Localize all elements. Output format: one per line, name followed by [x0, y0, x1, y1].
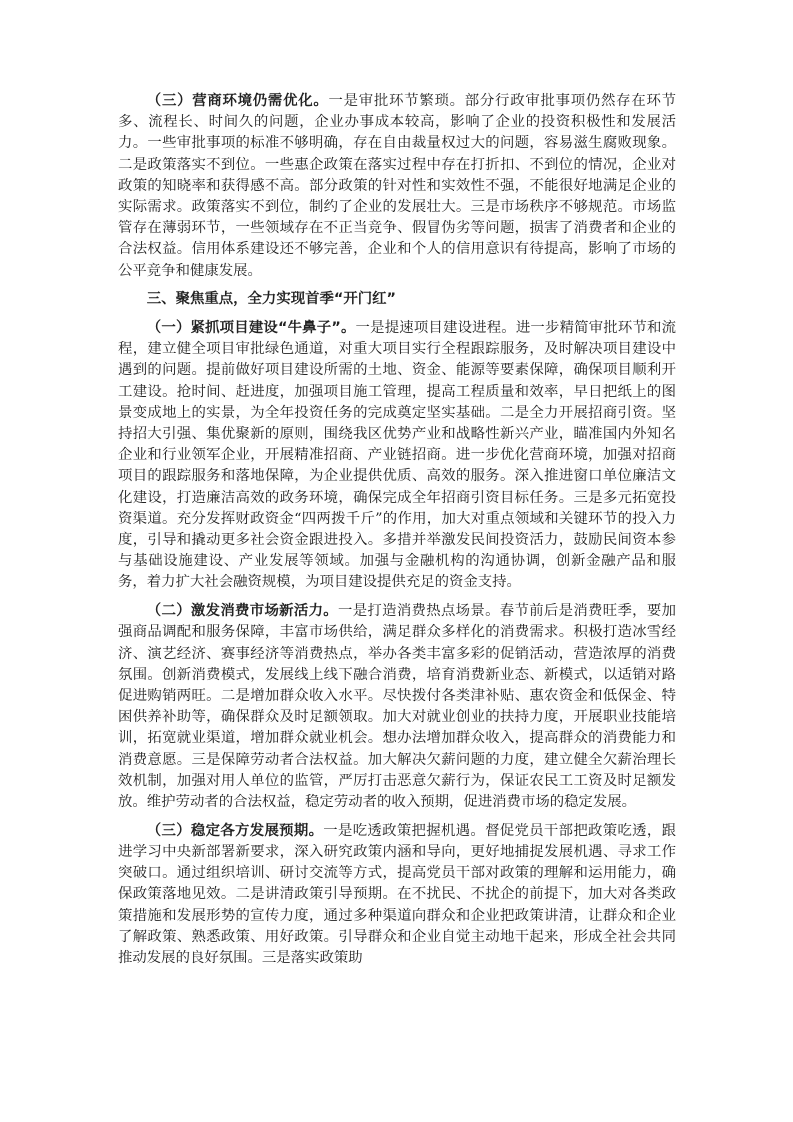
- document-body: [118, 91, 676, 977]
- paragraph-business-environment: [118, 91, 676, 282]
- paragraph-text: 一是提速项目建设进程。进一步精简审批环节和流程，建立健全项目审批绿色通道，对重大项目实行全程跟踪服务，及时解决项目建设中遇到的问题。提前做好项目建设所需的土地、资金、能源等要素保障，确保项目顺利开工建设。抢时间、赶进度，加强项目施工管理，提高工程质量和效率，早日把纸上的图景变成地上的实景，为全年投资任务的完成奠定坚实基础。二是全力开展招商引资。坚持招大引强、集优聚新的原则，围绕我区优势产业和战略性新兴产业，瞄准国内外知名企业和行业领军企业，开展精准招商、产业链招商。进一步优化营商环境，加强对招商项目的跟踪服务和落地保障，为企业提供优质、高效的服务。深入推进窗口单位廉洁文化建设，打造廉洁高效的政务环境，确保完成全年招商引资目标任务。三是多元拓宽投资渠道。充分发挥财政资金“四两拨千斤”的作用，加大对重点领域和关键环节的投入力度，引导和撬动更多社会资金跟进投入。多措并举激发民间投资活力，鼓励民间资本参与基础设施建设、产业发展等领域。加强与金融机构的沟通协调，创新金融产品和服务，着力扩大社会融资规模，为项目建设提供充足的资金支持。: [118, 320, 676, 591]
- paragraph-text: 一是打造消费热点场景。春节前后是消费旺季，要加强商品调配和服务保障，丰富市场供给，满足群众多样化的消费需求。积极打造冰雪经济、演艺经济、赛事经济等消费热点，举办各类丰富多彩的促销活动，营造浓厚的消费氛围。创新消费模式，发展线上线下融合消费，培育消费新业态、新模式，以适销对路促进购销两旺。二是增加群众收入水平。尽快拨付各类津补贴、惠农资金和低保金、特困供养补助等，确保群众及时足额领取。加大对就业创业的扶持力度，开展职业技能培训，拓宽就业渠道，增加群众就业机会。想办法增加群众收入，提高群众的消费能力和消费意愿。三是保障劳动者合法权益。加大解决欠薪问题的力度，建立健全欠薪治理长效机制，加强对用人单位的监管，严厉打击恶意欠薪行为，保证农民工工资及时足额发放。维护劳动者的合法权益，稳定劳动者的收入预期，促进消费市场的稳定发展。: [118, 603, 676, 810]
- paragraph-text: 一是审批环节繁琐。部分行政审批事项仍然存在环节多、流程长、时间久的问题，企业办事成本较高，影响了企业的投资积极性和发展活力。一些审批事项的标准不够明确，存在自由裁量权过大的问题，容易滋生腐败现象。二是政策落实不到位。一些惠企政策在落实过程中存在打折扣、不到位的情况，企业对政策的知晓率和获得感不高。部分政策的针对性和实效性不强，不能很好地满足企业的实际需求。政策落实不到位，制约了企业的发展壮大。三是市场秩序不够规范。市场监管存在薄弱环节，一些领域存在不正当竞争、假冒伪劣等问题，损害了消费者和企业的合法权益。信用体系建设还不够完善，企业和个人的信用意识有待提高，影响了市场的公平竞争和健康发展。: [118, 93, 676, 279]
- paragraph-text: 一是吃透政策把握机遇。督促党员干部把政策吃透，跟进学习中央新部署新要求，深入研究政策内涵和导向，更好地捕捉发展机遇、寻求工作突破口。通过组织培训、研讨交流等方式，提高党员干部对政策的理解和运用能力，确保政策落地见效。二是讲清政策引导预期。在不扰民、不扰企的前提下，加大对各类政策措施和发展形势的宣传力度，通过多种渠道向群众和企业把政策讲清，让群众和企业了解政策、熟悉政策、用好政策。引导群众和企业自觉主动地干起来，形成全社会共同推动发展的良好氛围。三是落实政策助: [118, 822, 676, 966]
- paragraph-lead-heading: （三）营商环境仍需优化。: [146, 93, 329, 109]
- paragraph-project-construction: [118, 318, 676, 594]
- paragraph-consumer-market: [118, 601, 676, 813]
- paragraph-lead-heading: （三）稳定各方发展预期。: [146, 822, 324, 839]
- paragraph-lead-heading: （一）紧抓项目建设“牛鼻子”。: [146, 320, 356, 337]
- paragraph-lead-heading: （二）激发消费市场新活力。: [146, 603, 339, 620]
- section-heading: 三、聚焦重点，全力实现首季“开门红”: [146, 291, 396, 308]
- paragraph-development-expectations: [118, 821, 676, 969]
